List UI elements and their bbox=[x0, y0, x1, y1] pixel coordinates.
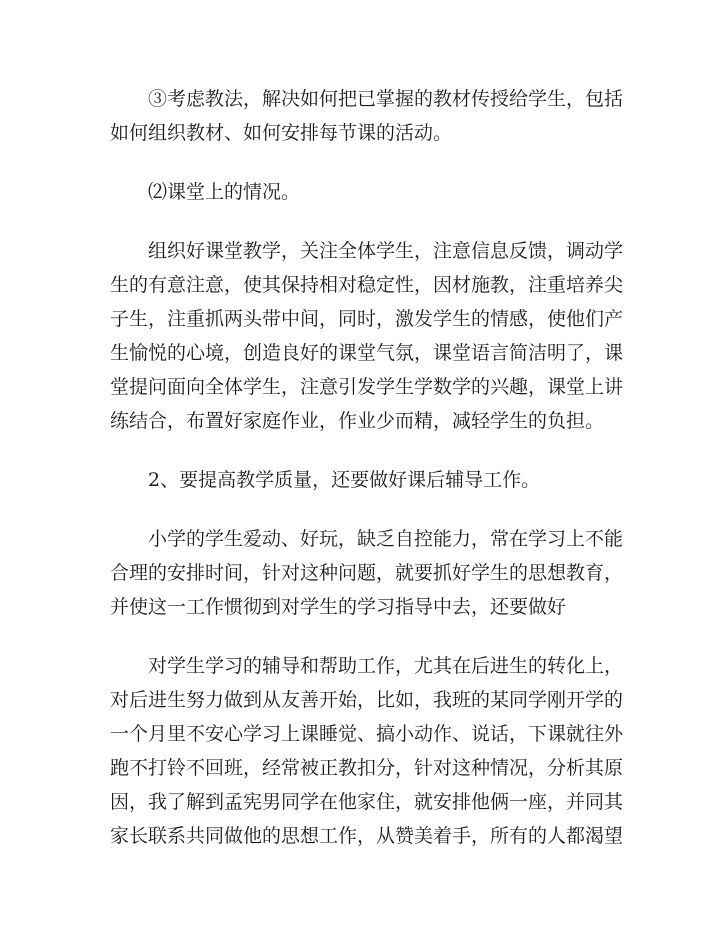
text-line: ③考虑教法，解决如何把已掌握的教材传授给学生，包括 bbox=[148, 88, 624, 110]
paragraph-classroom-heading bbox=[110, 175, 620, 209]
paragraph-teaching-method bbox=[110, 82, 624, 150]
text-line: 生愉悦的心境，创造良好的课堂气氛，课堂语言简洁明了，课 bbox=[110, 342, 624, 364]
text-line: 并使这一工作惯彻到对学生的学习指导中去，还要做好 bbox=[110, 596, 567, 618]
text-line: 组织好课堂教学，关注全体学生，注意信息反馈，调动学 bbox=[148, 240, 624, 262]
text-line: 对学生学习的辅导和帮助工作，尤其在后进生的转化上， bbox=[148, 655, 624, 677]
text-line: ⑵课堂上的情况。 bbox=[148, 181, 301, 203]
text-line: 合理的安排时间，针对这种问题，就要抓好学生的思想教育， bbox=[110, 562, 624, 584]
text-line: 对后进生努力做到从友善开始，比如，我班的某同学刚开学的 bbox=[110, 689, 624, 711]
text-line: 因，我了解到孟宪男同学在他家住，就安排他俩一座，并同其 bbox=[110, 791, 624, 813]
text-line: 2、要提高教学质量，还要做好课后辅导工作。 bbox=[148, 469, 541, 491]
paragraph-after-class-heading bbox=[110, 463, 620, 497]
text-line: 子生，注重抓两头带中间，同时，激发学生的情感，使他们产 bbox=[110, 308, 624, 330]
paragraph-pupil-behavior bbox=[110, 522, 624, 624]
text-line: 堂提问面向全体学生，注意引发学生学数学的兴趣，课堂上讲 bbox=[110, 376, 624, 398]
text-line: 家长联系共同做他的思想工作，从赞美着手，所有的人都渴望 bbox=[110, 825, 624, 847]
text-line: 生的有意注意，使其保持相对稳定性，因材施教，注重培养尖 bbox=[110, 274, 624, 296]
document-body bbox=[110, 82, 624, 878]
text-line: 小学的学生爱动、好玩，缺乏自控能力，常在学习上不能 bbox=[148, 528, 624, 550]
text-line: 练结合，布置好家庭作业，作业少而精，减轻学生的负担。 bbox=[110, 410, 605, 432]
text-line: 如何组织教材、如何安排每节课的活动。 bbox=[110, 122, 453, 144]
text-line: 一个月里不安心学习上课睡觉、搞小动作、说话，下课就往外 bbox=[110, 723, 624, 745]
text-line: 跑不打铃不回班，经常被正教扣分，针对这种情况，分析其原 bbox=[110, 757, 624, 779]
paragraph-classroom-organization bbox=[110, 234, 624, 438]
paragraph-tutoring bbox=[110, 649, 624, 853]
